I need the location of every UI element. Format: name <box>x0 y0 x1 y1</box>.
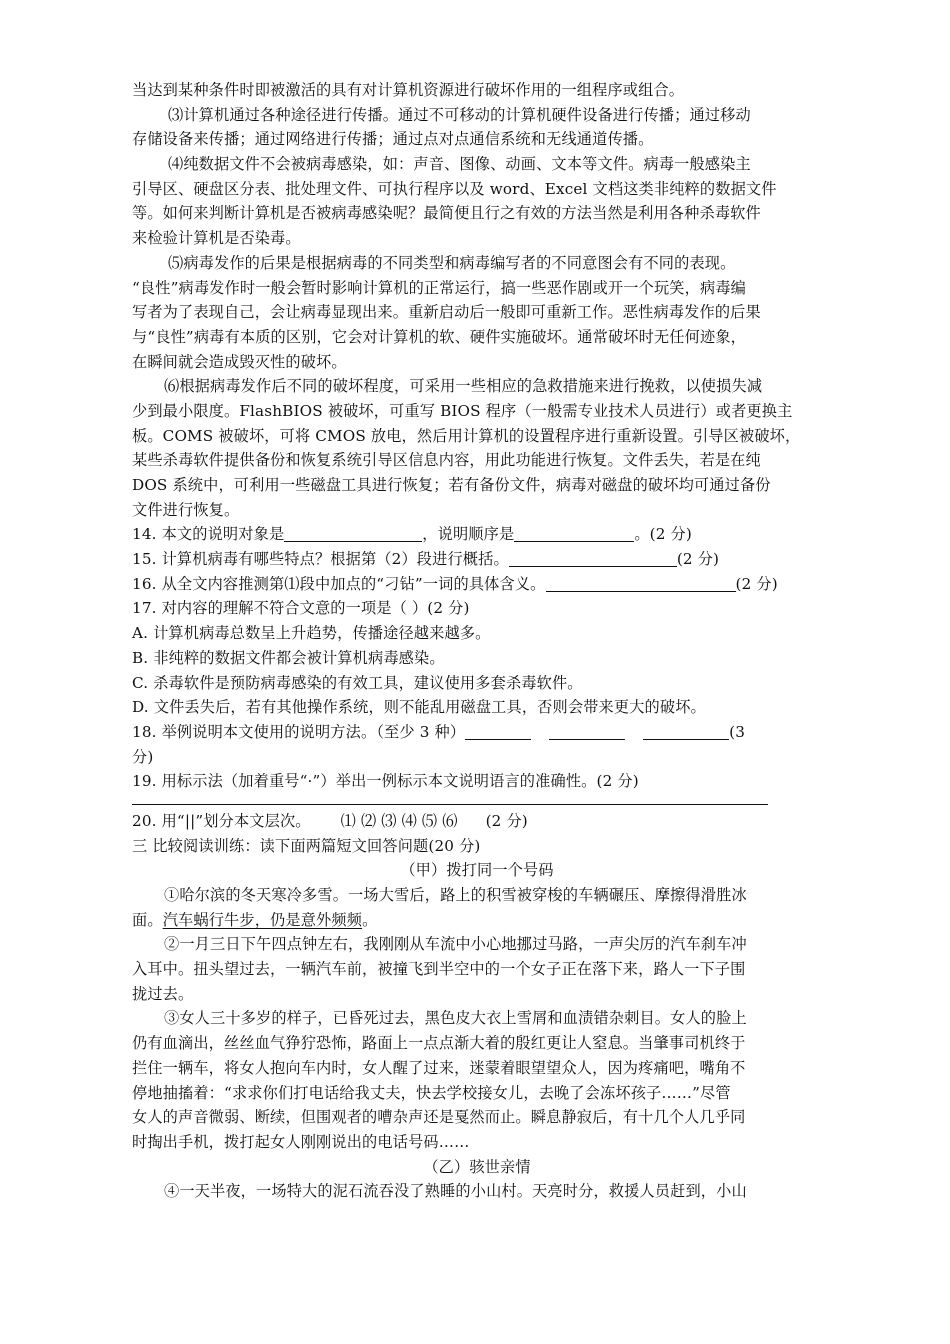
question-18-tail: 分) <box>132 747 154 766</box>
answer-blank[interactable] <box>643 723 729 740</box>
question-19: 19. 用标示法（加着重号“·”）举出一例标示本文说明语言的准确性。(2 分) <box>132 772 639 791</box>
text-line: ①哈尔滨的冬天寒冷多雪。一场大雪后，路上的积雪被穿梭的车辆碾压、摩擦得滑胜冰 <box>164 886 747 904</box>
text-line: 时掏出手机，拨打起女人刚刚说出的电话号码…… <box>132 1132 470 1151</box>
underlined-sentence: 汽车蜗行牛步，仍是意外频频 <box>162 910 363 929</box>
text-line: ②一月三日下午四点钟左右，我刚刚从车流中小心地挪过马路，一声尖厉的汽车刹车冲 <box>164 935 747 954</box>
answer-blank[interactable] <box>284 525 422 542</box>
text-line: ⑹根据病毒发作后不同的破坏程度，可采用一些相应的急救措施来进行挽救，以使损失减 <box>164 377 763 396</box>
passage-title-a: （甲）拨打同一个号码 <box>400 861 554 880</box>
document-page <box>132 78 822 1204</box>
answer-blank[interactable] <box>514 525 634 542</box>
text-line: 来检验计算机是否染毒。 <box>132 229 301 248</box>
text-line: 写者为了表现自己，会让病毒显现出来。重新启动后一般即可重新工作。恶性病毒发作的后果 <box>132 303 761 322</box>
text-line: DOS 系统中，可利用一些磁盘工具进行恢复；若有备份文件，病毒对磁盘的破坏均可通过备份 <box>132 476 771 494</box>
text-line: 仍有血滴出，丝丝血气狰狞恐怖，路面上一点点渐大着的殷红更让人窒息。当肇事司机终于 <box>132 1034 746 1053</box>
text-line: “良性”病毒发作时一般会暂时影响计算机的正常运行，搞一些恶作剧或开一个玩笑，病毒编 <box>132 278 746 297</box>
answer-blank[interactable] <box>549 723 625 740</box>
text-line: ④一天半夜，一场特大的泥石流吞没了熟睡的小山村。天亮时分，救援人员赶到，小山 <box>164 1182 747 1201</box>
question-15: 15. 计算机病毒有哪些特点？根据第（2）段进行概括。 (2 分) <box>132 550 720 569</box>
question-17: 17. 对内容的理解不符合文意的一项是（ ）(2 分) <box>132 599 470 618</box>
option-a: A. 计算机病毒总数呈上升趋势，传播途径越来越多。 <box>132 624 491 643</box>
text-line: 停地抽搐着：“求求你们打电话给我丈夫，快去学校接女儿，去晚了会冻坏孩子……”尽管 <box>132 1083 731 1102</box>
option-c: C. 杀毒软件是预防病毒感染的有效工具，建议使用多套杀毒软件。 <box>132 673 583 692</box>
text-line: 存储设备来传播；通过网络进行传播；通过点对点通信系统和无线通道传播。 <box>132 130 654 149</box>
text-line: 拦住一辆车，将女人抱向车内时，女人醒了过来，迷蒙着眼望望众人，因为疼痛吧，嘴角不 <box>132 1058 746 1077</box>
question-18: 18. 举例说明本文使用的说明方法。（至少 3 种） (3 <box>132 722 746 741</box>
text-line: 板。COMS 被破坏，可将 CMOS 放电，然后用计算机的设置程序进行重新设置。引导区被破坏， <box>132 426 801 445</box>
answer-line[interactable] <box>132 804 768 805</box>
text-line: 引导区、硬盘区分表、批处理文件、可执行程序以及 word、Excel 文档这类非纯粹的数据文件 <box>132 179 777 198</box>
text-line: ⑸病毒发作的后果是根据病毒的不同类型和病毒编写者的不同意图会有不同的表现。 <box>168 253 736 272</box>
text-line: 在瞬间就会造成毁灭性的破坏。 <box>132 352 347 371</box>
answer-blank[interactable] <box>546 575 736 592</box>
text-line: 少到最小限度。FlashBIOS 被破坏，可重写 BIOS 程序（一般需专业技术人员进行）或者更换主 <box>132 401 793 420</box>
text-line: 与“良性”病毒有本质的区别，它会对计算机的软、硬件实施破坏。通常破坏时无任何迹象， <box>132 327 746 346</box>
question-20: 20. 用“||”划分本文层次。 ⑴ ⑵ ⑶ ⑷ ⑸ ⑹ (2 分) <box>132 811 528 830</box>
passage-title-b: （乙）骇世亲情 <box>423 1157 531 1176</box>
answer-blank[interactable] <box>465 723 531 740</box>
text-line: 某些杀毒软件提供备份和恢复系统引导区信息内容，用此功能进行恢复。文件丢失，若是在纯 <box>132 451 761 470</box>
text-line: ⑷纯数据文件不会被病毒感染，如：声音、图像、动画、文本等文件。病毒一般感染主 <box>168 155 751 174</box>
text-line: 入耳中。扭头望过去，一辆汽车前，被撞飞到半空中的一个女子正在落下来，路人一下子围 <box>132 960 746 979</box>
option-d: D. 文件丢失后，若有其他操作系统，则不能乱用磁盘工具，否则会带来更大的破坏。 <box>132 698 706 717</box>
section-heading: 三 比较阅读训练：读下面两篇短文回答问题(20 分) <box>132 836 481 855</box>
text-line: 拢过去。 <box>132 984 194 1003</box>
text-line: 当达到某种条件时即被激活的具有对计算机资源进行破坏作用的一组程序或组合。 <box>132 81 685 99</box>
text-line: 女人的声音微弱、断续，但围观者的嘈杂声还是戛然而止。瞬息静寂后，有十几个人几乎同 <box>132 1108 746 1127</box>
text-line: ③女人三十多岁的样子，已昏死过去，黑色皮大衣上雪屑和血渍错杂刺目。女人的脸上 <box>164 1009 747 1028</box>
text-line: 等。如何来判断计算机是否被病毒感染呢？最简便且行之有效的方法当然是利用各种杀毒软件 <box>132 204 761 223</box>
text-line: ⑶计算机通过各种途径进行传播。通过不可移动的计算机硬件设备进行传播；通过移动 <box>168 105 751 124</box>
text-line: 面。汽车蜗行牛步，仍是意外频频。 <box>132 910 378 929</box>
answer-blank[interactable] <box>509 550 677 567</box>
text-line: 文件进行恢复。 <box>132 500 240 519</box>
question-14: 14. 本文的说明对象是 ，说明顺序是 。(2 分) <box>132 525 692 544</box>
option-b: B. 非纯粹的数据文件都会被计算机病毒感染。 <box>132 648 445 667</box>
question-16: 16. 从全文内容推测第⑴段中加点的“刁钻”一词的具体含义。 (2 分) <box>132 574 778 593</box>
